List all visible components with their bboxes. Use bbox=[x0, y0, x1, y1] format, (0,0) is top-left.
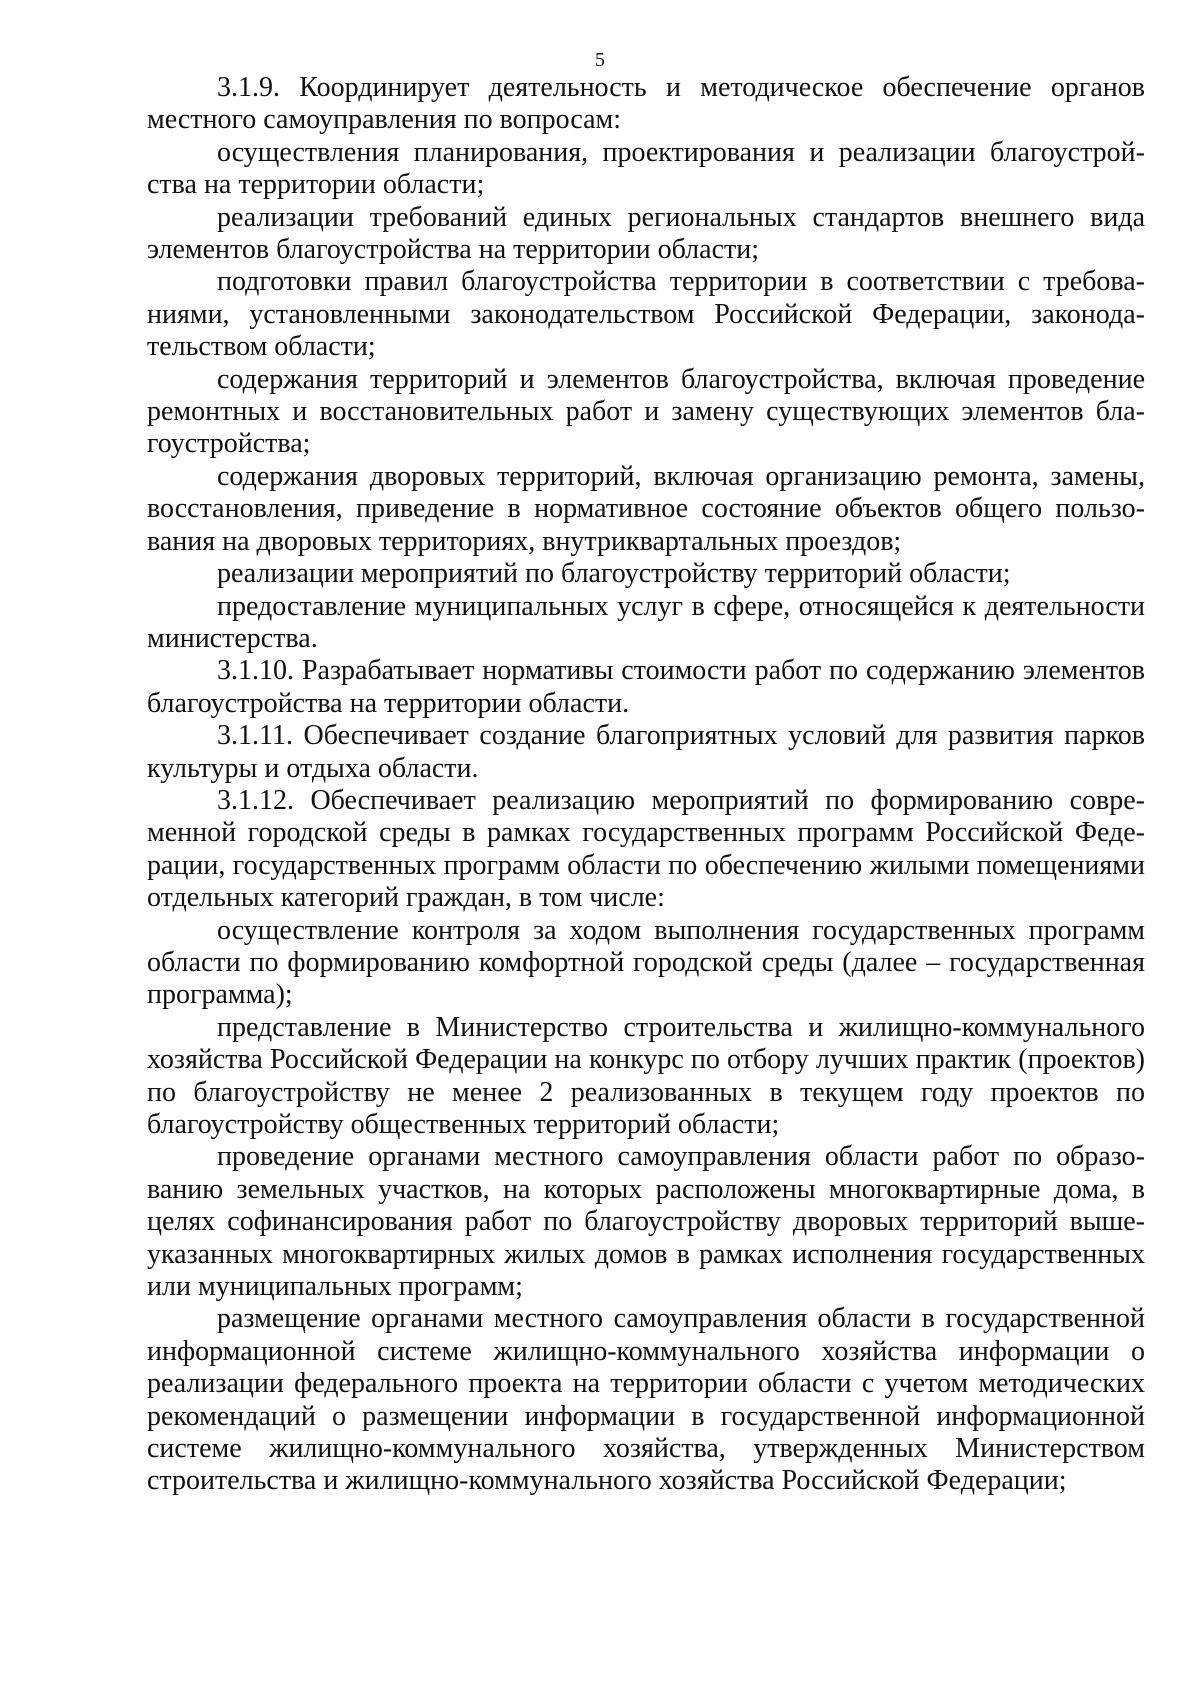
paragraph-courtyard-maintenance: содержания дворовых территорий, включая организацию ремонта, замены, восстановления, приведение в нормативное состояние объектов общего пользования на дворовых территориях, внутриквартальных проездов; bbox=[147, 460, 1145, 557]
paragraph-regional-standards: реализации требований единых региональных стандартов внешнего вида элементов благоустройства на территории области; bbox=[147, 201, 1145, 266]
document-body bbox=[147, 72, 1145, 1498]
paragraph-3-1-12: 3.1.12. Обеспечивает реализацию мероприятий по формированию современной городской среды в рамках государственных программ Российской Федерации, государственных программ области по обеспечению жилыми помещениями отдельных категорий граждан, в том числе: bbox=[147, 784, 1145, 914]
paragraph-information-system: размещение органами местного самоуправления области в государственной информационной системе жилищно-коммунального хозяйства информации о реализации федерального проекта на территории области с учетом методических рекомендаций о размещении информации в государственной информационной системе жилищно-коммунального хозяйства, утвержденных Министерством строительства и жилищно-коммунального хозяйства Российской Федерации; bbox=[147, 1303, 1145, 1497]
paragraph-municipal-services: предоставление муниципальных услуг в сфере, относящейся к деятельности министерства. bbox=[147, 590, 1145, 654]
paragraph-3-1-9: 3.1.9. Координирует деятельность и методическое обеспечение органов местного самоуправления по вопросам: bbox=[147, 72, 1145, 136]
paragraph-program-control: осуществление контроля за ходом выполнения государственных программ области по формированию комфортной городской среды (далее – государственная программа); bbox=[147, 914, 1145, 1011]
paragraph-territory-maintenance: содержания территорий и элементов благоустройства, включая проведение ремонтных и восстановительных работ и замену существующих элементов благоустройства; bbox=[147, 363, 1145, 460]
paragraph-3-1-10: 3.1.10. Разрабатывает нормативы стоимости работ по содержанию элементов благоустройства на территории области. bbox=[147, 655, 1145, 719]
paragraph-land-plots: проведение органами местного самоуправления области работ по образованию земельных участков, на которых расположены многоквартирные дома, в целях софинансирования работ по благоустройству дворовых территорий вышеуказанных многоквартирных жилых домов в рамках исполнения государственных или муниципальных программ; bbox=[147, 1141, 1145, 1303]
paragraph-improvement-rules: подготовки правил благоустройства территории в соответствии с требованиями, установленными законодательством Российской Федерации, законодательством области; bbox=[147, 266, 1145, 363]
paragraph-planning: осуществления планирования, проектирования и реализации благоустройства на территории области; bbox=[147, 136, 1145, 201]
paragraph-ministry-submission: представление в Министерство строительства и жилищно-коммунального хозяйства Российской Федерации на конкурс по отбору лучших практик (проектов) по благоустройству не менее 2 реализованных в текущем году проектов по благоустройству общественных территорий области; bbox=[147, 1011, 1145, 1140]
paragraph-improvement-measures: реализации мероприятий по благоустройству территорий области; bbox=[217, 558, 1011, 590]
paragraph-3-1-11: 3.1.11. Обеспечивает создание благоприятных условий для развития парков культуры и отдыха области. bbox=[147, 720, 1145, 784]
page-number: 5 bbox=[595, 49, 605, 71]
